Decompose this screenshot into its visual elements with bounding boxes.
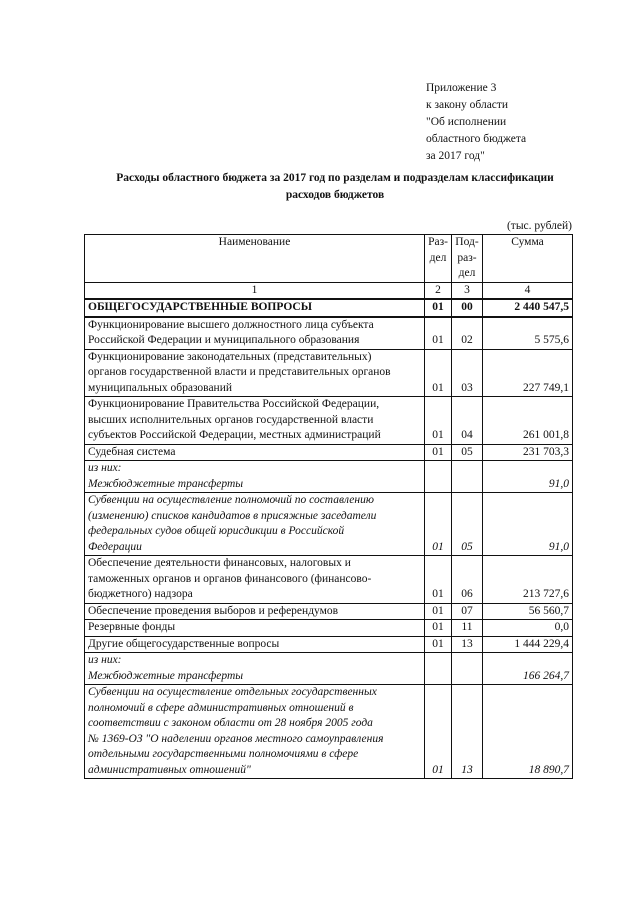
column-number: 1	[85, 282, 425, 299]
row-name-line: муниципальных образований	[88, 381, 233, 394]
row-amount: 56 560,7	[483, 603, 573, 620]
row-section: 01	[425, 493, 452, 556]
budget-table-body	[85, 299, 573, 779]
header-subsection-line: раз-	[457, 251, 477, 264]
row-name-line: из них:	[88, 654, 122, 666]
row-amount: 1 444 229,4	[483, 636, 573, 653]
row-section: 01	[425, 349, 452, 397]
row-name	[85, 653, 425, 685]
header-name: Наименование	[85, 235, 425, 283]
title-line-1: Расходы областного бюджета за 2017 год по разделам и подразделам классификации	[116, 172, 554, 184]
row-name	[85, 299, 425, 317]
row-name	[85, 636, 425, 653]
row-amount: 2 440 547,5	[483, 299, 573, 317]
row-section	[425, 653, 452, 685]
row-section: 01	[425, 444, 452, 461]
header-subsection	[452, 235, 483, 283]
row-name-line: отдельными государственными полномочиями в сфере	[88, 748, 359, 760]
column-number: 4	[483, 282, 573, 299]
table-row	[85, 556, 573, 604]
row-name	[85, 620, 425, 637]
header-section-line: Раз-	[428, 236, 448, 248]
budget-table	[84, 234, 573, 779]
row-name	[85, 461, 425, 493]
column-number: 3	[452, 282, 483, 299]
row-section: 01	[425, 556, 452, 604]
header-section-line: дел	[429, 251, 447, 264]
header-amount: Сумма	[483, 235, 573, 283]
row-name-line: высших исполнительных органов государственной власти	[88, 413, 374, 426]
appendix-line: за 2017 год"	[426, 150, 485, 162]
row-subsection	[452, 461, 483, 493]
table-row	[85, 603, 573, 620]
row-name	[85, 556, 425, 604]
row-name-line: Судебная система	[88, 445, 176, 458]
row-subsection: 11	[452, 620, 483, 637]
row-amount: 166 264,7	[483, 653, 573, 685]
table-row	[85, 493, 573, 556]
row-name-line: органов государственной власти и представительных органов	[88, 366, 391, 378]
row-name-line: Федерации	[88, 540, 142, 553]
row-name	[85, 603, 425, 620]
row-section: 01	[425, 299, 452, 317]
row-amount: 261 001,8	[483, 397, 573, 445]
row-name-line: таможенных органов и органов финансового (финансово-	[88, 572, 372, 585]
row-name	[85, 493, 425, 556]
row-name-line: Резервные фонды	[88, 621, 176, 633]
row-name-line: Функционирование Правительства Российской Федерации,	[88, 398, 380, 410]
document-title	[80, 170, 590, 204]
row-name-line: Субвенции на осуществление полномочий по составлению	[88, 494, 374, 506]
table-row	[85, 461, 573, 493]
row-subsection: 13	[452, 685, 483, 779]
row-name-line: административных отношений"	[88, 763, 251, 776]
table-row	[85, 620, 573, 637]
row-name-line: бюджетного) надзора	[88, 588, 193, 600]
row-name-line: Обеспечение деятельности финансовых, налоговых и	[88, 557, 351, 569]
row-name-line: Межбюджетные трансферты	[88, 669, 244, 682]
row-subsection: 05	[452, 493, 483, 556]
row-name	[85, 444, 425, 461]
column-number: 2	[425, 282, 452, 299]
row-name-line: субъектов Российской Федерации, местных администраций	[88, 429, 381, 441]
header-section	[425, 235, 452, 283]
row-name-line: (изменению) списков кандидатов в присяжные заседатели	[88, 509, 377, 522]
row-amount: 0,0	[483, 620, 573, 637]
row-name	[85, 317, 425, 350]
row-name-line: Межбюджетные трансферты	[88, 477, 244, 490]
column-number-row	[85, 282, 573, 299]
row-subsection: 13	[452, 636, 483, 653]
row-name-line: ОБЩЕГОСУДАРСТВЕННЫЕ ВОПРОСЫ	[88, 301, 313, 313]
row-name-line: полномочий в сфере административных отношений в	[88, 701, 354, 714]
row-name-line: Российской Федерации и муниципального образования	[88, 334, 360, 346]
row-subsection: 03	[452, 349, 483, 397]
row-subsection: 07	[452, 603, 483, 620]
appendix-line: к закону области	[426, 99, 509, 111]
row-name-line: Функционирование законодательных (представительных)	[88, 350, 372, 363]
row-name-line: Функционирование высшего должностного лица субъекта	[88, 318, 374, 331]
row-amount: 213 727,6	[483, 556, 573, 604]
units-label: (тыс. рублей)	[506, 220, 572, 232]
row-amount: 91,0	[483, 493, 573, 556]
row-section: 01	[425, 603, 452, 620]
row-subsection	[452, 653, 483, 685]
table-row	[85, 349, 573, 397]
row-name-line: из них:	[88, 462, 122, 474]
row-section: 01	[425, 685, 452, 779]
table-row	[85, 636, 573, 653]
appendix-note	[426, 80, 616, 165]
appendix-line: "Об исполнении	[426, 116, 507, 128]
title-line-2: расходов бюджетов	[285, 189, 385, 201]
row-name-line: № 1369-ОЗ "О наделении органов местного самоуправления	[88, 732, 384, 745]
row-name	[85, 349, 425, 397]
row-subsection: 05	[452, 444, 483, 461]
appendix-line: Приложение 3	[426, 82, 497, 94]
row-name-line: федеральных судов общей юрисдикции в Российской	[88, 525, 345, 537]
table-row	[85, 317, 573, 350]
header-subsection-line: Под-	[455, 236, 479, 248]
row-subsection: 04	[452, 397, 483, 445]
table-row	[85, 653, 573, 685]
table-header-row	[85, 235, 573, 283]
row-name-line: Другие общегосударственные вопросы	[88, 637, 280, 650]
row-subsection: 02	[452, 317, 483, 350]
row-section: 01	[425, 317, 452, 350]
row-amount: 227 749,1	[483, 349, 573, 397]
row-subsection: 06	[452, 556, 483, 604]
row-name-line: соответствии с законом области от 28 ноября 2005 года	[88, 717, 373, 729]
row-amount: 231 703,3	[483, 444, 573, 461]
row-section: 01	[425, 620, 452, 637]
row-amount: 18 890,7	[483, 685, 573, 779]
appendix-line: областного бюджета	[426, 133, 527, 145]
row-section	[425, 461, 452, 493]
table-row	[85, 397, 573, 445]
row-section: 01	[425, 397, 452, 445]
table-row	[85, 299, 573, 317]
table-row	[85, 685, 573, 779]
row-section: 01	[425, 636, 452, 653]
row-amount: 5 575,6	[483, 317, 573, 350]
row-amount: 91,0	[483, 461, 573, 493]
table-row	[85, 444, 573, 461]
row-name-line: Субвенции на осуществление отдельных государственных	[88, 686, 377, 698]
header-subsection-line: дел	[458, 267, 476, 279]
row-name-line: Обеспечение проведения выборов и референдумов	[88, 604, 339, 617]
row-subsection: 00	[452, 299, 483, 317]
row-name	[85, 685, 425, 779]
row-name	[85, 397, 425, 445]
